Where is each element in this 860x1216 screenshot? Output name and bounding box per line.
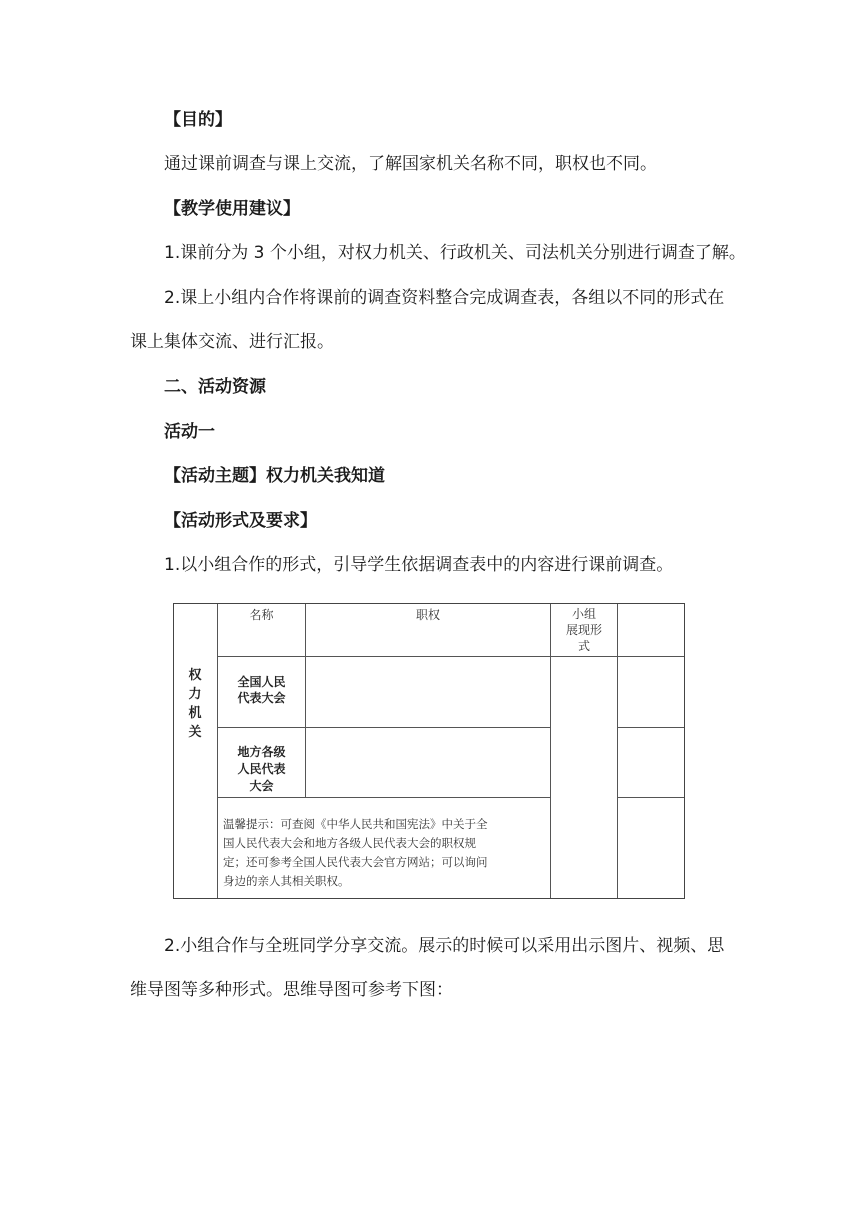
table-divider	[617, 727, 684, 728]
tip-text-4: 身边的亲人其相关职权。	[223, 874, 350, 888]
header-show-3: 式	[577, 639, 590, 653]
suggest-heading: 【教学使用建议】	[164, 199, 300, 219]
goal-heading: 【目的】	[164, 110, 232, 130]
row1-name-1: 全国人民	[237, 675, 286, 689]
table-divider	[217, 656, 684, 657]
suggest-item-2-cont: 课上集体交流、进行汇报。	[130, 332, 334, 352]
tip-text-3: 定；还可参考全国人民代表大会官方网站；可以询问	[223, 855, 488, 869]
requirement-2-cont: 维导图等多种形式。思维导图可参考下图：	[130, 980, 453, 1000]
table-divider	[217, 797, 551, 798]
requirement-1: 1.以小组合作的形式，引导学生依据调查表中的内容进行课前调查。	[164, 555, 674, 575]
group-char: 机	[188, 706, 202, 721]
header-power: 职权	[415, 608, 440, 622]
requirement-2: 2.小组合作与全班同学分享交流。展示的时候可以采用出示图片、视频、思	[164, 936, 725, 956]
activity-title: 活动一	[164, 422, 215, 442]
table-divider	[617, 797, 684, 798]
table-divider	[617, 604, 618, 898]
survey-table	[173, 603, 685, 899]
table-divider	[305, 604, 306, 797]
suggest-item-2: 2.课上小组内合作将课前的调查资料整合完成调查表，各组以不同的形式在	[164, 288, 725, 308]
group-char: 关	[188, 725, 202, 740]
tip-text-2: 国人民代表大会和地方各级人民代表大会的职权规	[223, 836, 476, 850]
section-title: 二、活动资源	[164, 377, 266, 397]
row2-name-2: 人民代表	[237, 762, 286, 776]
goal-text: 通过课前调查与课上交流，了解国家机关名称不同，职权也不同。	[164, 154, 657, 174]
table-divider	[217, 727, 551, 728]
row2-name-3: 大会	[249, 779, 274, 793]
form-heading: 【活动形式及要求】	[164, 511, 317, 531]
group-char: 力	[188, 687, 202, 702]
header-show-2: 展现形	[565, 623, 602, 637]
suggest-item-1: 1.课前分为 3 个小组，对权力机关、行政机关、司法机关分别进行调查了解。	[164, 243, 746, 263]
header-name: 名称	[249, 608, 274, 622]
activity-topic: 【活动主题】权力机关我知道	[164, 466, 385, 486]
group-char: 权	[188, 668, 202, 683]
header-show-1: 小组	[571, 607, 596, 621]
row1-name-2: 代表大会	[237, 691, 286, 705]
tip-text-1: 温馨提示：可查阅《中华人民共和国宪法》中关于全	[223, 817, 488, 831]
row2-name-1: 地方各级	[237, 745, 286, 759]
